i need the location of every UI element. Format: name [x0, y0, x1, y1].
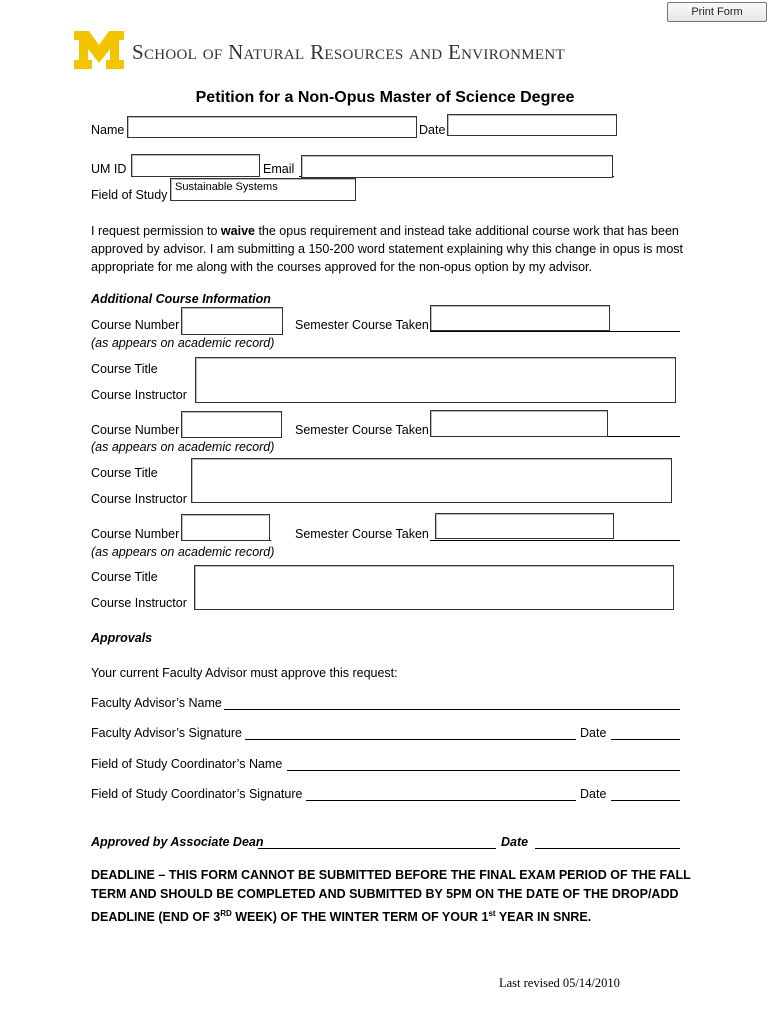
dean-date-label: Date: [501, 835, 529, 849]
coordinator-name-line: [287, 770, 680, 771]
course-number-label: Course Number: [91, 423, 180, 437]
as-appears-note: (as appears on academic record): [91, 336, 275, 350]
email-input[interactable]: [301, 155, 613, 178]
semester-input-2[interactable]: [430, 410, 608, 437]
name-input[interactable]: [127, 116, 417, 138]
email-label: Email: [263, 162, 295, 176]
dean-signature-line: [258, 848, 496, 849]
print-form-button[interactable]: Print Form: [667, 2, 767, 22]
name-label: Name: [91, 123, 125, 137]
course-instructor-label: Course Instructor: [91, 596, 187, 610]
semester-input-1[interactable]: [430, 305, 610, 331]
course-title-instructor-input-1[interactable]: [195, 357, 676, 403]
umid-label: UM ID: [91, 162, 127, 176]
as-appears-note: (as appears on academic record): [91, 440, 275, 454]
advisor-name-label: Faculty Advisor’s Name: [91, 696, 222, 710]
dean-approval-label: Approved by Associate Dean: [91, 835, 264, 849]
date-label: Date: [419, 123, 446, 137]
field-of-study-label: Field of Study: [91, 188, 168, 202]
advisor-date-label: Date: [580, 726, 607, 740]
coordinator-name-label: Field of Study Coordinator’s Name: [91, 757, 283, 771]
course-number-input-1[interactable]: [181, 307, 283, 335]
advisor-signature-line: [245, 739, 576, 740]
course-title-label: Course Title: [91, 466, 158, 480]
advisor-date-line: [611, 739, 680, 740]
course-number-label: Course Number: [91, 527, 180, 541]
course-instructor-label: Course Instructor: [91, 492, 187, 506]
last-revised-date: Last revised 05/14/2010: [499, 976, 620, 990]
semester-label: Semester Course Taken: [295, 527, 429, 541]
course-title-label: Course Title: [91, 570, 158, 584]
semester-input-3[interactable]: [435, 513, 614, 539]
semester-underline-3: [430, 540, 680, 541]
course-number-label: Course Number: [91, 318, 180, 332]
coordinator-date-label: Date: [580, 787, 607, 801]
umid-input[interactable]: [131, 154, 260, 177]
deadline-notice: DEADLINE – THIS FORM CANNOT BE SUBMITTED BEFORE THE FINAL EXAM PERIOD OF THE FALL TERM AND SHOULD BE COMPLETED AND SUBMITTED BY 5PM ON THE DATE OF THE DROP/ADD DEADLINE (END OF 3RD WEEK) OF THE WINTER TERM OF YOUR 1st YEAR IN SNRE.: [91, 868, 691, 925]
semester-label: Semester Course Taken: [295, 318, 429, 332]
as-appears-note: (as appears on academic record): [91, 545, 275, 559]
semester-label: Semester Course Taken: [295, 423, 429, 437]
advisor-name-line: [224, 709, 680, 710]
university-block-m-logo: [74, 31, 124, 69]
form-title: Petition for a Non-Opus Master of Science Degree: [195, 89, 575, 106]
course-info-heading: Additional Course Information: [91, 292, 271, 306]
course-number-input-2[interactable]: [181, 411, 282, 438]
approvals-heading: Approvals: [91, 631, 153, 645]
course-number-input-3[interactable]: [181, 514, 270, 541]
approvals-intro: Your current Faculty Advisor must approve this request:: [91, 666, 398, 680]
advisor-signature-label: Faculty Advisor’s Signature: [91, 726, 243, 740]
date-input[interactable]: [447, 114, 617, 136]
field-of-study-input[interactable]: Sustainable Systems: [170, 178, 356, 201]
course-title-instructor-input-2[interactable]: [191, 458, 672, 503]
course-title-label: Course Title: [91, 362, 158, 376]
request-paragraph: I request permission to waive the opus requirement and instead take additional course work that has been approved by advisor. I am submitting a 150-200 word statement explaining why this change in opus is most appropriate for me along with the courses approved for the non-opus option by my advisor.: [91, 224, 683, 274]
semester-underline-1: [430, 331, 680, 332]
coordinator-date-line: [611, 800, 680, 801]
course-title-instructor-input-3[interactable]: [194, 565, 674, 610]
coordinator-signature-label: Field of Study Coordinator’s Signature: [91, 787, 303, 801]
coordinator-signature-line: [306, 800, 576, 801]
dean-date-line: [535, 848, 680, 849]
course-instructor-label: Course Instructor: [91, 388, 187, 402]
school-name-header: SCHOOL OF NATURAL RESOURCES AND ENVIRONMENT: [132, 40, 565, 64]
